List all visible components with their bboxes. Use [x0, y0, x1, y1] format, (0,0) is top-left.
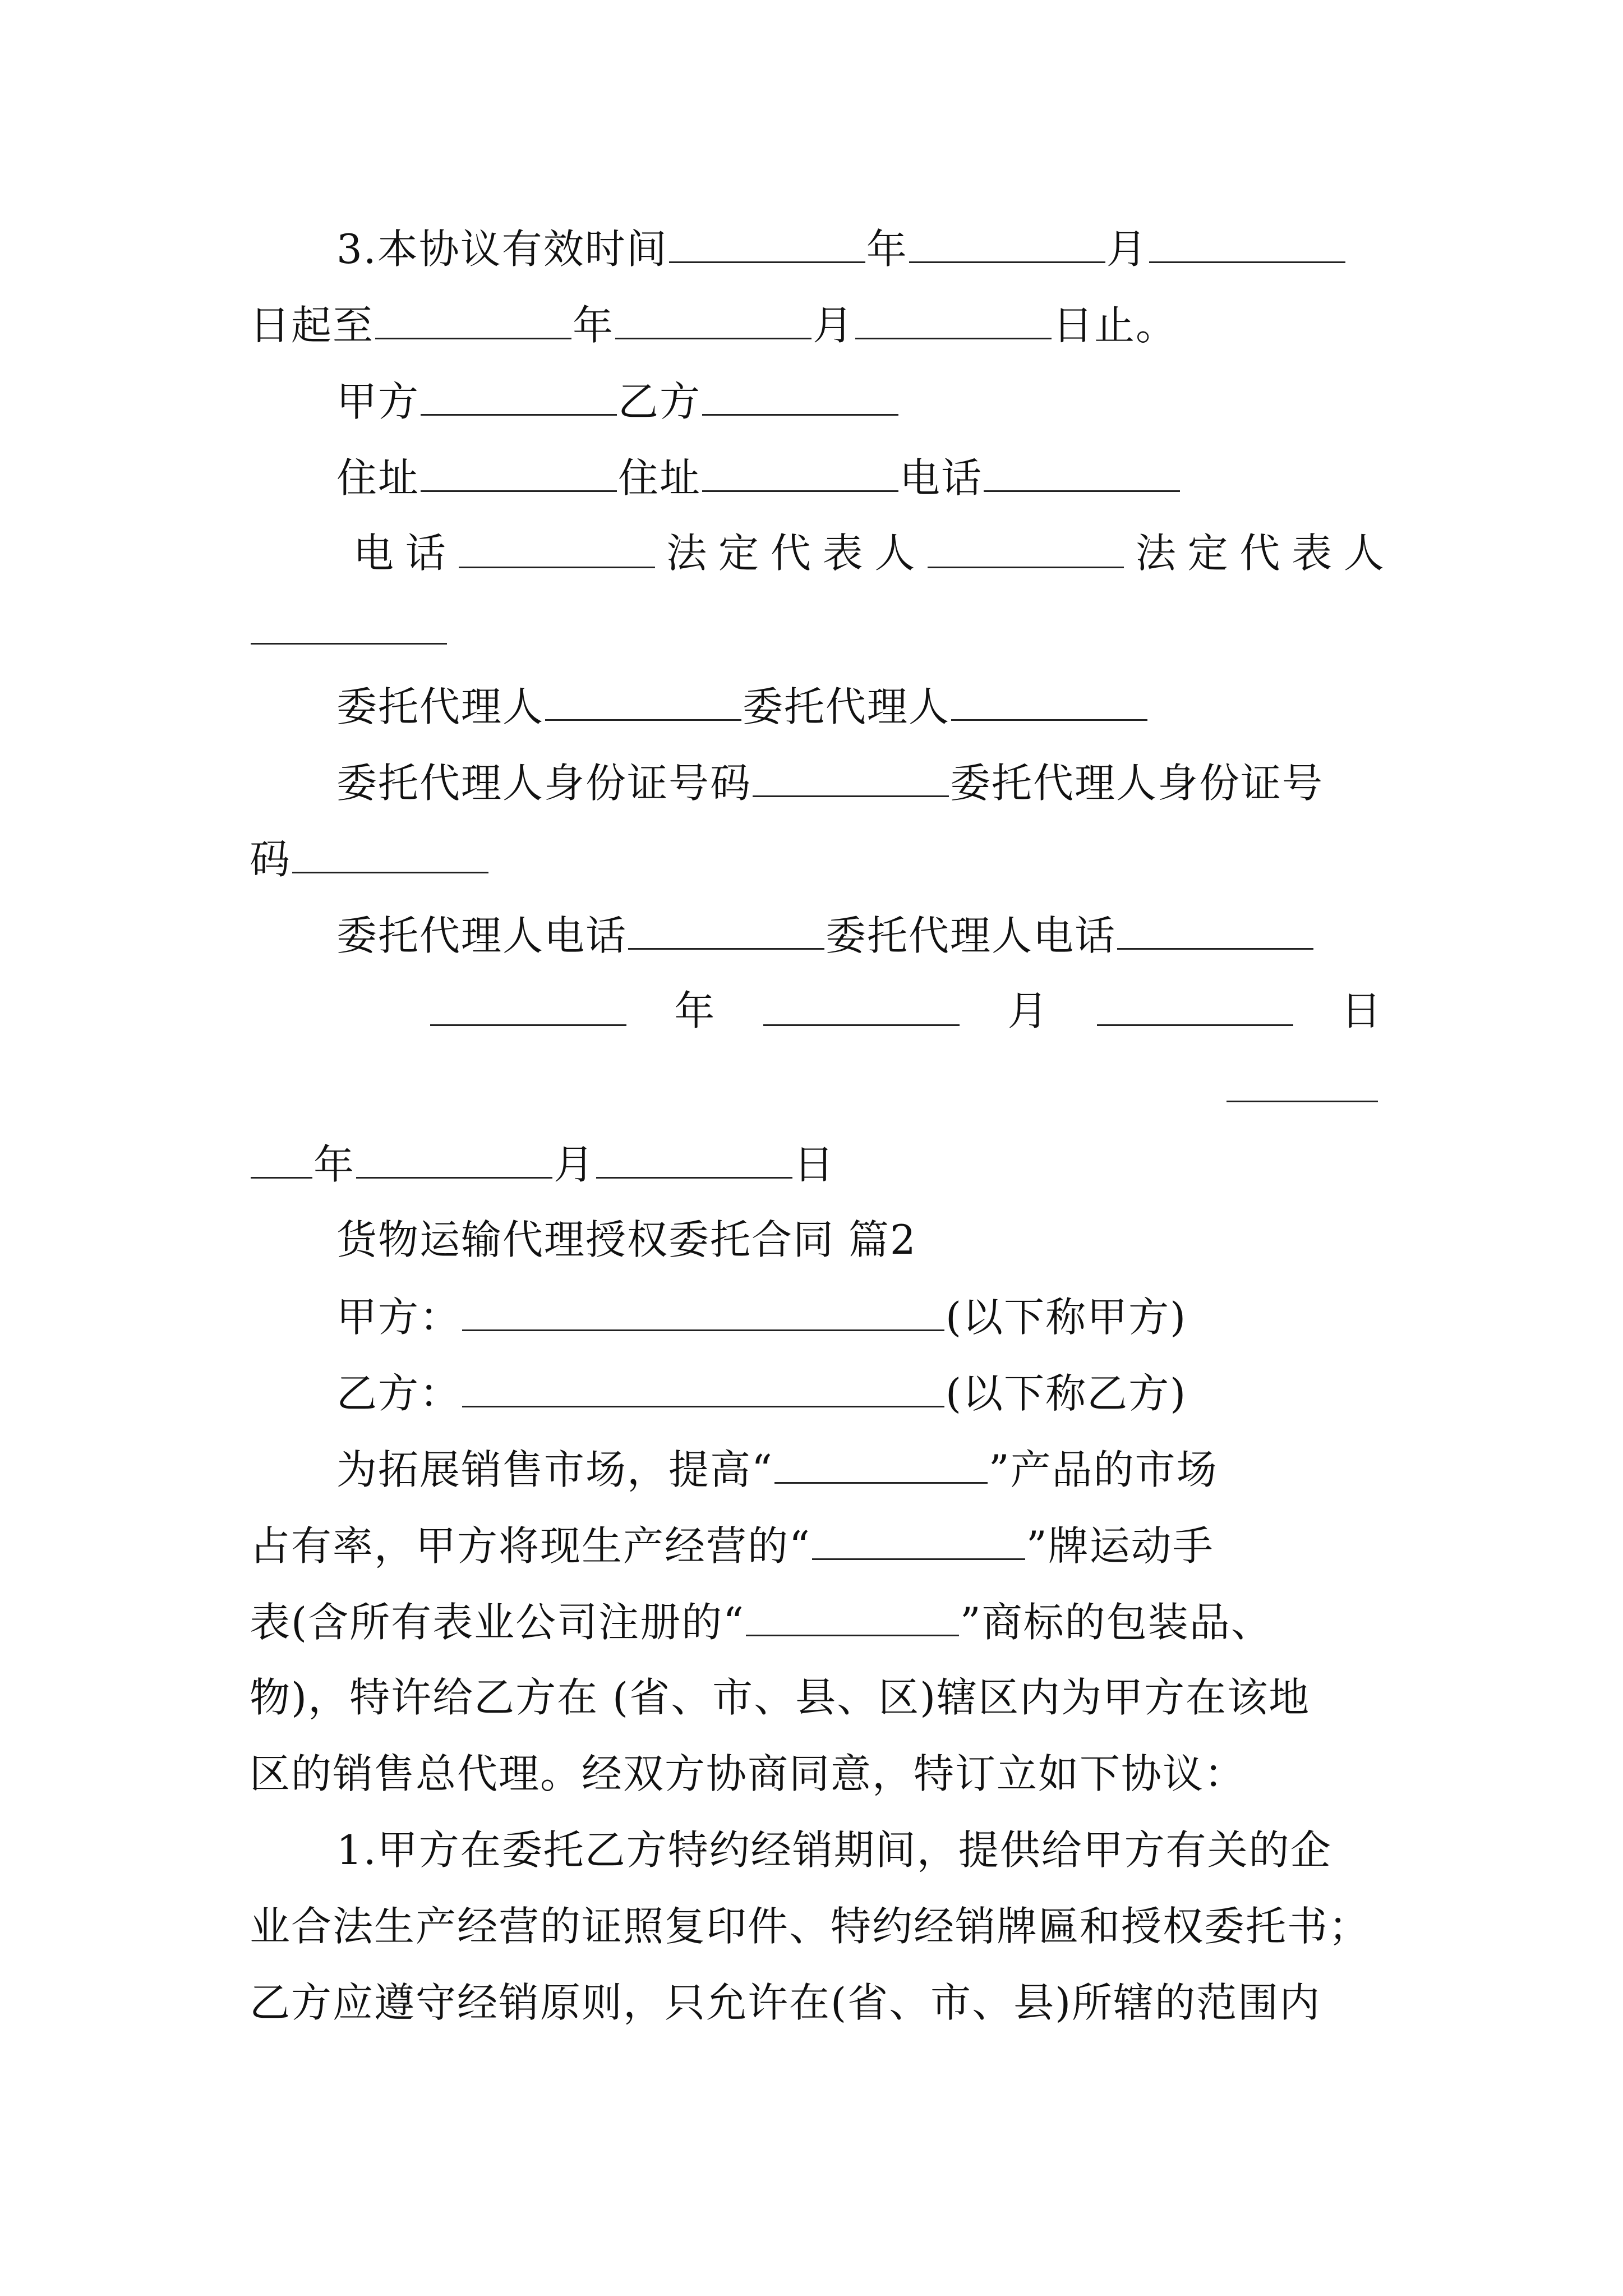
- text-segment: 委托代理人: [743, 683, 951, 730]
- fill-blank: [702, 451, 898, 492]
- text-segment: 人: [874, 530, 916, 577]
- paragraph-line: [250, 1519, 1214, 1571]
- fill-blank: [596, 1138, 792, 1179]
- date-line-2: [250, 1138, 835, 1189]
- text-segment: 货物运输代理授权委托合同 篇2: [336, 1216, 917, 1263]
- text-segment: 年: [573, 302, 615, 349]
- text-segment: 住址: [618, 454, 702, 501]
- text-segment: 委托代理人身份证号码: [336, 760, 752, 807]
- section-title: [336, 1214, 917, 1266]
- text-segment: (以下称甲方): [946, 1294, 1187, 1341]
- text-segment: 表: [1292, 530, 1334, 577]
- fill-blank: [702, 375, 898, 416]
- phone-legal-rep-line: [353, 527, 1385, 579]
- text-segment: 月: [1106, 226, 1148, 273]
- fill-blank: [375, 298, 571, 339]
- text-segment: 占有率，甲方将现生产经营的“: [250, 1522, 811, 1570]
- fill-blank: [1227, 1061, 1378, 1102]
- fill-blank: [951, 680, 1147, 721]
- text-segment: ”牌运动手: [1026, 1522, 1214, 1570]
- text-segment: 码: [250, 836, 292, 883]
- text-segment: 日起至: [250, 302, 375, 349]
- text-segment: (以下称乙方): [946, 1370, 1187, 1417]
- validity-period-line: [336, 222, 1347, 274]
- text-segment: 定: [1187, 530, 1229, 577]
- fill-blank: [615, 298, 811, 339]
- fill-blank: [753, 756, 949, 797]
- text-segment: 业合法生产经营的证照复印件、特约经销牌匾和授权委托书；: [250, 1903, 1371, 1950]
- fill-blank: [462, 1366, 944, 1407]
- text-segment: 物)，特许给乙方在 (省、市、县、区)辖区内为甲方在该地: [250, 1674, 1311, 1721]
- fill-blank: [251, 604, 447, 645]
- paragraph-line: [250, 1672, 1310, 1723]
- text-segment: ”商标的包装品、: [960, 1599, 1272, 1646]
- text-segment: 委托代理人电话: [826, 912, 1117, 959]
- paragraph-line: [250, 1748, 1246, 1800]
- fill-blank: [1149, 222, 1345, 263]
- fill-blank: [669, 222, 865, 263]
- text-segment: 1.甲方在委托乙方特约经销期间，提供给甲方有关的企: [336, 1826, 1332, 1874]
- fill-blank: [545, 680, 741, 721]
- agent-phone-line: [336, 909, 1315, 960]
- fill-blank: [984, 451, 1180, 492]
- agent-id-cont-line: [250, 832, 490, 884]
- text-segment: 电: [353, 530, 395, 577]
- legal-rep-blank-line: [250, 604, 448, 655]
- agent-id-line: [336, 756, 1324, 808]
- text-segment: 乙方应遵守经销原则，只允许在(省、市、县)所辖的范围内: [250, 1979, 1321, 2026]
- text-segment: 日止。: [1053, 302, 1178, 349]
- fill-blank: [746, 1595, 959, 1636]
- date-line: [429, 985, 1382, 1037]
- validity-period-end-line: [250, 298, 1177, 350]
- clause-1-line: [336, 1824, 1332, 1876]
- fill-blank: [356, 1138, 552, 1179]
- text-segment: 话: [405, 530, 447, 577]
- fill-blank: [421, 451, 617, 492]
- date-blank-line: [1225, 1061, 1379, 1113]
- fill-blank: [855, 298, 1052, 339]
- text-segment: 定: [718, 530, 760, 577]
- text-segment: 日: [1340, 987, 1382, 1034]
- fill-blank: [462, 1290, 944, 1331]
- text-segment: 法: [666, 530, 708, 577]
- text-segment: 乙方：: [336, 1370, 462, 1417]
- fill-blank: [628, 909, 824, 950]
- text-segment: 委托代理人身份证号: [950, 760, 1324, 807]
- clause-1-line: [250, 1901, 1370, 1952]
- text-segment: 表: [822, 530, 864, 577]
- fill-blank: [459, 527, 655, 568]
- text-segment: 法: [1135, 530, 1177, 577]
- text-segment: ”产品的市场: [988, 1446, 1218, 1493]
- text-segment: 代: [770, 530, 812, 577]
- fill-blank: [812, 1519, 1025, 1560]
- fill-blank: [909, 222, 1105, 263]
- text-segment: 年: [313, 1141, 356, 1188]
- party-names-line: [336, 375, 900, 426]
- paragraph-line: [250, 1595, 1272, 1647]
- text-segment: 住址: [336, 454, 420, 501]
- text-segment: 乙方: [618, 378, 702, 425]
- fill-blank: [763, 985, 960, 1026]
- text-segment: 年: [866, 226, 908, 273]
- fill-blank: [1097, 985, 1293, 1026]
- text-segment: 为拓展销售市场，提高“: [336, 1446, 773, 1493]
- text-segment: 月: [813, 302, 855, 349]
- fill-blank: [1117, 909, 1313, 950]
- text-segment: 日: [794, 1141, 836, 1188]
- paragraph-line: [336, 1443, 1218, 1494]
- text-segment: 月: [1007, 987, 1049, 1034]
- text-segment: 年: [674, 987, 716, 1034]
- fill-blank: [928, 527, 1124, 568]
- text-segment: 委托代理人电话: [336, 912, 628, 959]
- fill-blank: [421, 375, 617, 416]
- text-segment: 代: [1239, 530, 1281, 577]
- text-segment: 委托代理人: [336, 683, 545, 730]
- fill-blank: [251, 1138, 312, 1179]
- party-a-line: [336, 1290, 1187, 1342]
- text-segment: 3.本协议有效时间: [336, 226, 668, 273]
- fill-blank: [430, 985, 626, 1026]
- party-b-line: [336, 1366, 1187, 1418]
- fill-blank: [774, 1443, 988, 1484]
- text-segment: 甲方：: [336, 1294, 462, 1341]
- text-segment: 表(含所有表业公司注册的“: [250, 1599, 745, 1646]
- text-segment: 人: [1343, 530, 1385, 577]
- text-segment: 甲方: [336, 378, 420, 425]
- address-phone-line: [336, 451, 1181, 503]
- fill-blank: [292, 832, 488, 873]
- agent-line: [336, 680, 1149, 731]
- text-segment: 区的销售总代理。经双方协商同意，特订立如下协议：: [250, 1750, 1246, 1797]
- text-segment: 月: [554, 1141, 596, 1188]
- text-segment: 电话: [900, 454, 983, 501]
- clause-1-line: [250, 1977, 1321, 2028]
